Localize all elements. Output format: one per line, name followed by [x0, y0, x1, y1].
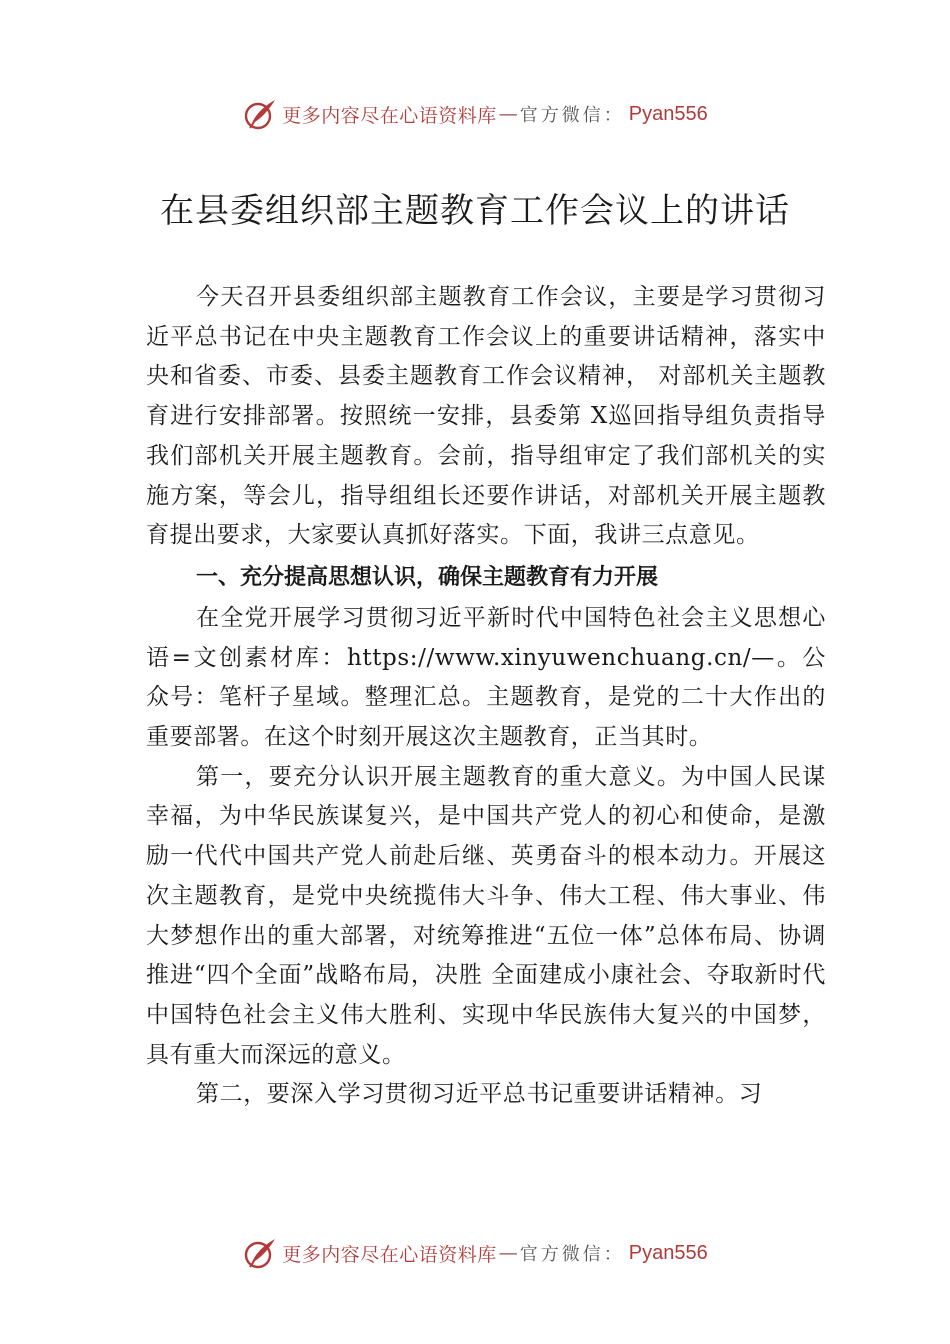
footer-watermark-banner: [0, 1233, 950, 1273]
banner-wechat-id: Pyan556: [628, 102, 708, 125]
document-body: [146, 278, 826, 1115]
footer-banner-separator: —: [498, 1242, 518, 1264]
section1-paragraph-3: 第二，要深入学习贯彻习近平总书记重要讲话精神。习: [196, 1081, 763, 1108]
document-title: 在县委组织部主题教育工作会议上的讲话: [160, 191, 790, 231]
footer-banner-wechat-id: Pyan556: [628, 1241, 708, 1264]
banner-separator: —: [498, 103, 518, 125]
footer-banner-sub-text: 官方微信：: [519, 1244, 625, 1265]
section-heading-1: 一、充分提高思想认识，确保主题教育有力开展: [196, 564, 659, 590]
footer-banner-main-text: 更多内容尽在心语资料库: [282, 1243, 497, 1266]
section1-paragraph-2: 第一，要充分认识开展主题教育的重大意义。为中国人民谋幸福，为中华民族谋复兴，是中国共产党人的初心和使命，是激励一代代中国共产党人前赴后继、英勇奋斗的根本动力。开展这次主题教育，是党中央统揽伟大斗争、伟大工程、伟大事业、伟大梦想作出的重大部署，对统筹推进“五位一体”总体布局、协调推进“四个全面”战略布局，决胜 全面建成小康社会、夺取新时代中国特色社会主义伟大胜利、实现中华民族伟大复兴的中国梦，具有重大而深远的意义。: [146, 763, 826, 1068]
banner-sub-text: 官方微信：: [519, 105, 625, 126]
header-watermark-banner: [0, 94, 950, 134]
banner-main-text: 更多内容尽在心语资料库: [282, 104, 497, 127]
section1-paragraph-1: 在全党开展学习贯彻习近平新时代中国特色社会主义思想心语=文创素材库：https://www.xinyuwenchuang.cn/—。公众号：笔杆子星域。整理汇总。主题教育，是党的二十大作出的重要部署。在这个时刻开展这次主题教育，正当其时。: [146, 604, 826, 751]
intro-paragraph: 今天召开县委组织部主题教育工作会议，主要是学习贯彻习近平总书记在中央主题教育工作会议上的重要讲话精神，落实中央和省委、市委、县委主题教育工作会议精神， 对部机关主题教育进行安排部署。按照统一安排，县委第 X巡回指导组负责指导我们部机关开展主题教育。会前，指导组审定了我们部机关的实施方案，等会儿，指导组组长还要作讲话，对部机关开展主题教育提出要求，大家要认真抓好落实。下面，我讲三点意见。: [146, 284, 826, 549]
quill-logo-icon: [242, 96, 278, 132]
quill-logo-icon: [242, 1235, 278, 1271]
